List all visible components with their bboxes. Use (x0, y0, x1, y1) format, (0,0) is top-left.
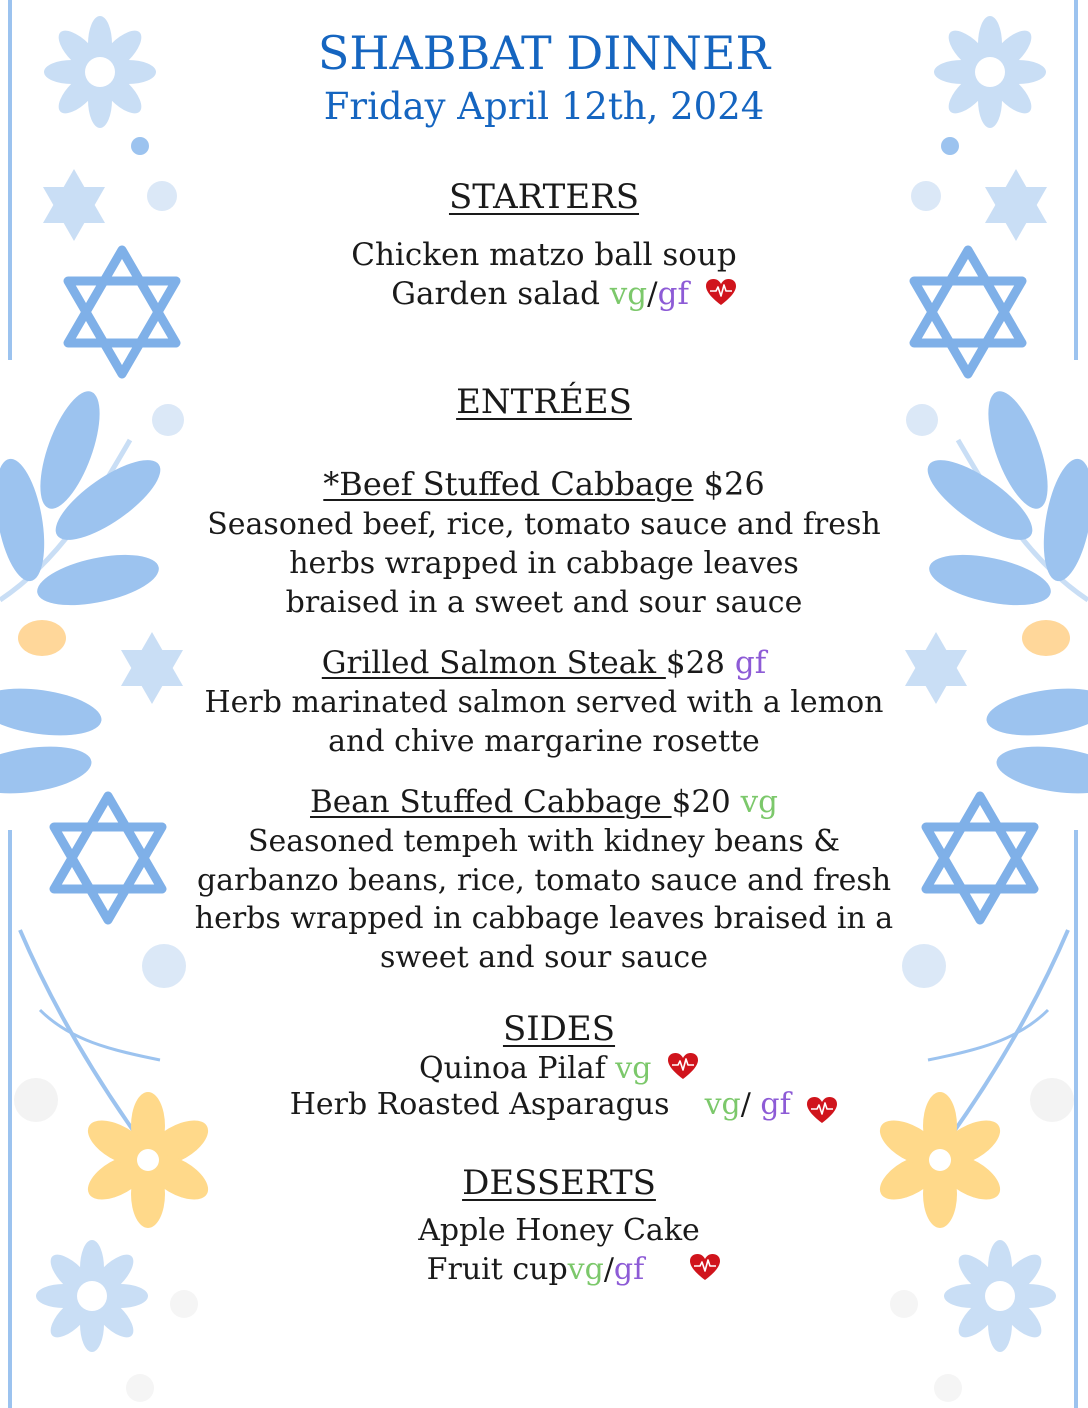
side-item-2-row (0, 1087, 1088, 1124)
heart-pulse-icon (689, 1253, 721, 1281)
entree-2-name: Grilled Salmon Steak (321, 645, 666, 681)
tag-separator: / (647, 276, 658, 312)
gluten-free-tag: gf (734, 645, 767, 681)
side-item-1-row (0, 1052, 1088, 1084)
vegan-tag: vg (567, 1252, 604, 1287)
entree-2-desc-line-2: and chive margarine rosette (328, 724, 760, 759)
side-item-1: Quinoa Pilaf (419, 1051, 606, 1086)
heart-pulse-icon (806, 1096, 838, 1124)
starter-item-1: Chicken matzo ball soup (351, 237, 737, 273)
entree-1-name: *Beef Stuffed Cabbage (323, 465, 694, 503)
entree-3-desc-line-1: Seasoned tempeh with kidney beans & (247, 824, 841, 859)
menu-title: SHABBAT DINNER (317, 26, 771, 80)
entree-2-title-row (0, 645, 1088, 681)
section-heading-sides: SIDES (502, 1009, 616, 1049)
entree-3-price: $20 (671, 784, 731, 820)
entree-3-desc-line-2: garbanzo beans, rice, tomato sauce and fresh (196, 863, 892, 898)
entree-3-name: Bean Stuffed Cabbage (310, 784, 672, 820)
gluten-free-tag: gf (613, 1252, 645, 1287)
entree-2-price: $28 (665, 645, 726, 681)
tag-separator: / (603, 1252, 614, 1287)
section-heading-entrees: ENTRÉES (456, 382, 632, 422)
menu-date: Friday April 12th, 2024 (323, 85, 765, 128)
vegan-tag: vg (740, 784, 778, 820)
entree-1-desc-line-3: braised in a sweet and sour sauce (285, 585, 803, 620)
dessert-item-2-row (0, 1253, 1088, 1285)
entree-1-title-row (0, 465, 1088, 503)
section-heading-starters: STARTERS (448, 177, 640, 217)
dessert-item-2: Fruit cup (426, 1252, 568, 1287)
side-item-2: Herb Roasted Asparagus (289, 1087, 670, 1122)
dessert-item-1: Apple Honey Cake (418, 1213, 700, 1248)
vegan-tag: vg (609, 276, 648, 312)
entree-1-desc-line-2: herbs wrapped in cabbage leaves (289, 546, 799, 581)
entree-3-title-row (0, 784, 1088, 820)
heart-pulse-icon (667, 1052, 699, 1080)
entree-2-desc-line-1: Herb marinated salmon served with a lemon (204, 685, 884, 720)
vegan-tag: vg (704, 1087, 741, 1122)
entree-1-desc-line-1: Seasoned beef, rice, tomato sauce and fresh (207, 507, 881, 542)
starter-item-2: Garden salad (391, 276, 600, 312)
entree-3-desc-line-3: herbs wrapped in cabbage leaves braised in a (194, 901, 894, 936)
vegan-tag: vg (615, 1051, 652, 1086)
entree-1-price: $26 (703, 465, 765, 503)
section-heading-desserts: DESSERTS (462, 1163, 656, 1203)
tag-separator: / (740, 1087, 751, 1122)
heart-pulse-icon (705, 278, 737, 306)
gluten-free-tag: gf (760, 1087, 791, 1122)
gluten-free-tag: gf (657, 276, 689, 312)
entree-3-desc-line-4: sweet and sour sauce (380, 940, 708, 975)
starter-item-2-row (0, 278, 1088, 310)
